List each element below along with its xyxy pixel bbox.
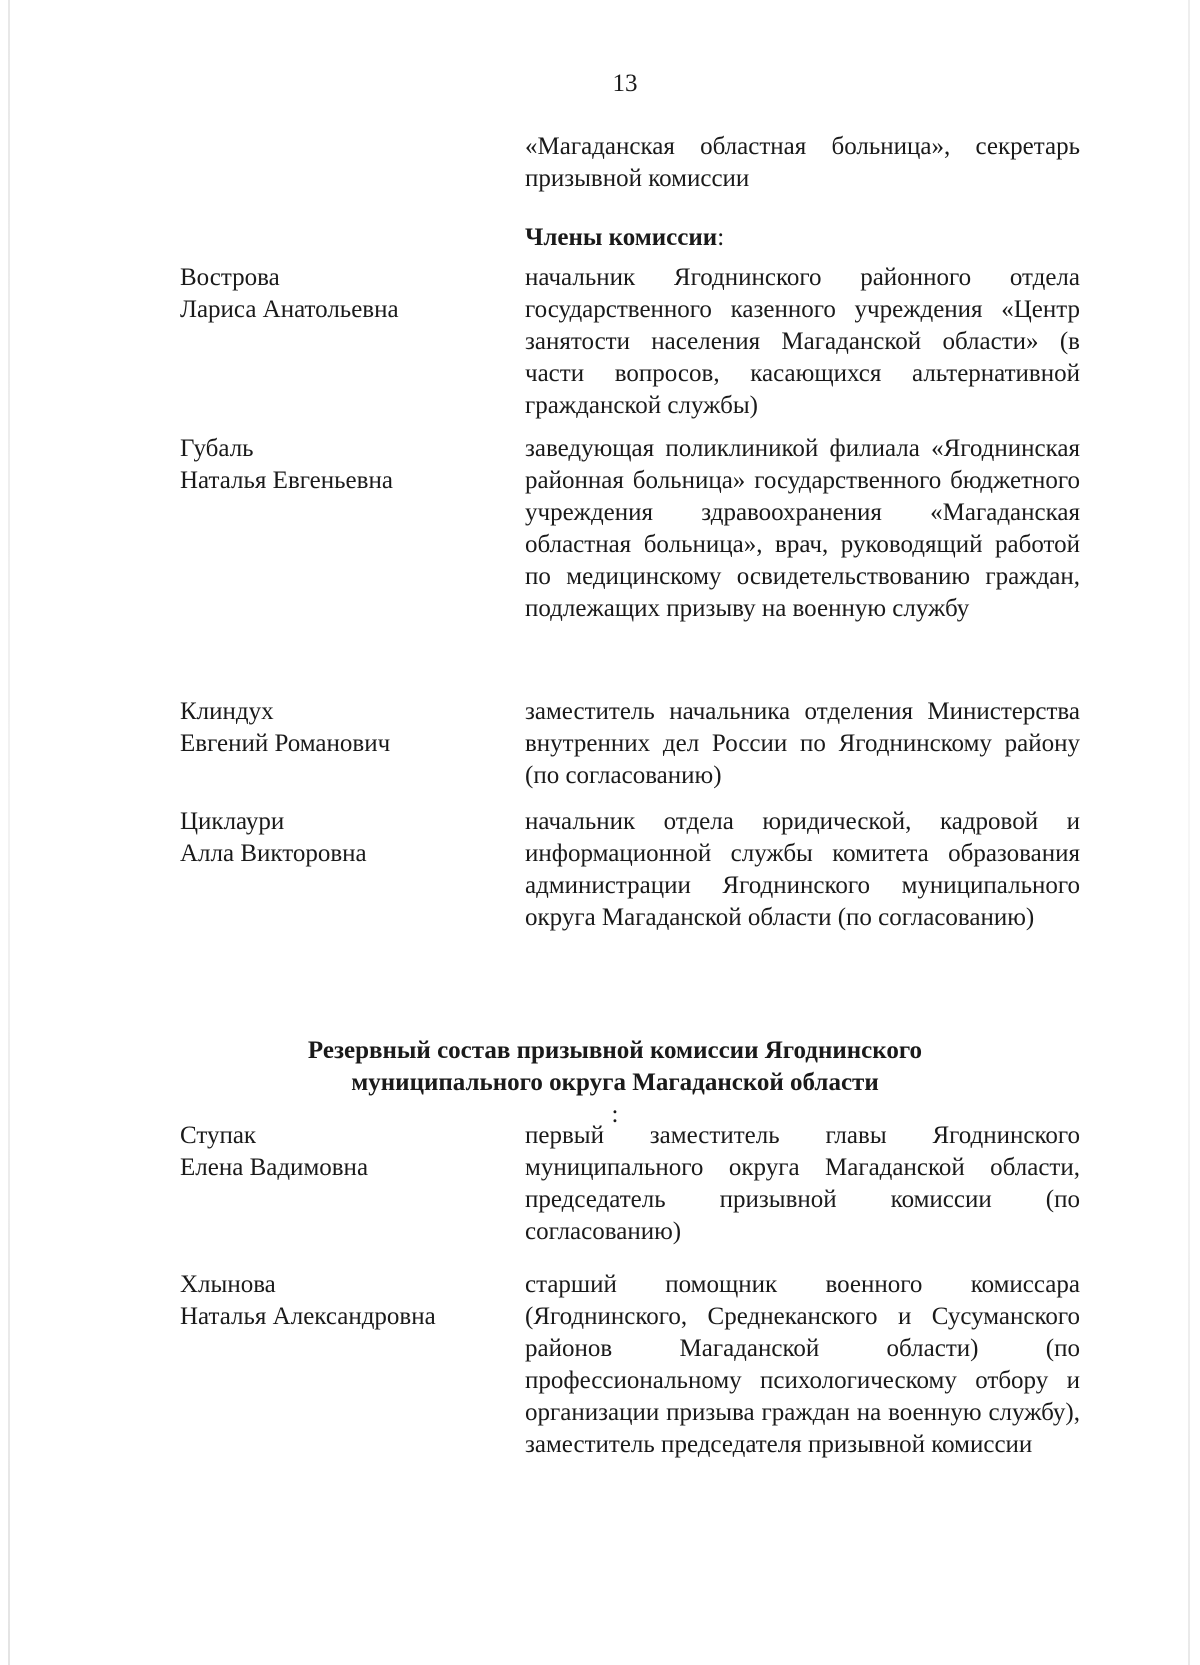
member-surname: Клиндух bbox=[180, 698, 274, 725]
scan-edge-right bbox=[1188, 0, 1190, 1665]
page-number: 13 bbox=[612, 70, 638, 97]
reserve-member-given-names: Елена Вадимовна bbox=[180, 1154, 369, 1181]
member-entry bbox=[180, 433, 1080, 625]
member-surname: Циклаури bbox=[180, 808, 285, 835]
reserve-member-surname: Ступак bbox=[180, 1122, 257, 1149]
member-entry bbox=[180, 806, 1080, 934]
continuation-entry bbox=[180, 131, 1080, 195]
scan-edge-left bbox=[8, 0, 10, 1665]
reserve-member-position: первый заместитель главы Ягоднинского муниципального округа Магаданской области, председатель призывной комиссии (по согласованию) bbox=[525, 1122, 1080, 1245]
reserve-member-given-names: Наталья Александровна bbox=[180, 1303, 436, 1330]
member-given-names: Евгений Романович bbox=[180, 730, 391, 757]
reserve-member-entry bbox=[180, 1269, 1080, 1461]
member-position: заместитель начальника отделения Министерства внутренних дел России по Ягоднинскому району (по согласованию) bbox=[525, 698, 1080, 789]
reserve-heading-line2-text: муниципального округа Магаданской области bbox=[351, 1069, 879, 1096]
member-position: заведующая поликлиникой филиала «Ягоднинская районная больница» государственного бюджетного учреждения здравоохранения «Магаданская областная больница», врач, руководящий работой по медицинскому освидетельствованию граждан, подлежащих призыву на военную службу bbox=[525, 435, 1080, 622]
member-surname: Вострова bbox=[180, 264, 280, 291]
member-name bbox=[180, 696, 525, 792]
member-given-names: Алла Викторовна bbox=[180, 840, 367, 867]
member-position: начальник Ягоднинского районного отдела государственного казенного учреждения «Центр занятости населения Магаданской области» (в части вопросов, касающихся альтернативной гражданской службы) bbox=[525, 264, 1080, 419]
continuation-text: «Магаданская областная больница», секретарь призывной комиссии bbox=[525, 133, 1080, 192]
continuation-spacer bbox=[180, 131, 525, 195]
member-entry bbox=[180, 262, 1080, 422]
members-heading bbox=[525, 222, 724, 254]
members-heading-colon: : bbox=[717, 224, 725, 251]
reserve-member-name bbox=[180, 1120, 525, 1248]
reserve-member-entry bbox=[180, 1120, 1080, 1248]
member-name bbox=[180, 433, 525, 625]
reserve-member-position: старший помощник военного комиссара (Ягоднинского, Среднеканского и Сусуманского районов Магаданской области) (по профессиональному психологическому отбору и организации призыва граждан на военную службу), заместитель председателя призывной комиссии bbox=[525, 1271, 1080, 1458]
member-entry bbox=[180, 696, 1080, 792]
member-given-names: Лариса Анатольевна bbox=[180, 296, 399, 323]
reserve-heading-line1: Резервный состав призывной комиссии Ягоднинского bbox=[307, 1037, 923, 1064]
reserve-heading bbox=[0, 1035, 1200, 1131]
member-name bbox=[180, 806, 525, 934]
member-given-names: Наталья Евгеньевна bbox=[180, 467, 393, 494]
member-surname: Губаль bbox=[180, 435, 254, 462]
reserve-member-surname: Хлынова bbox=[180, 1271, 276, 1298]
reserve-heading-colon: : bbox=[611, 1101, 619, 1128]
members-heading-text: Члены комиссии bbox=[525, 224, 718, 251]
member-position: начальник отдела юридической, кадровой и информационной службы комитета образования администрации Ягоднинского муниципального округа Магаданской области (по согласованию) bbox=[525, 808, 1080, 931]
reserve-member-name bbox=[180, 1269, 525, 1461]
member-name bbox=[180, 262, 525, 422]
